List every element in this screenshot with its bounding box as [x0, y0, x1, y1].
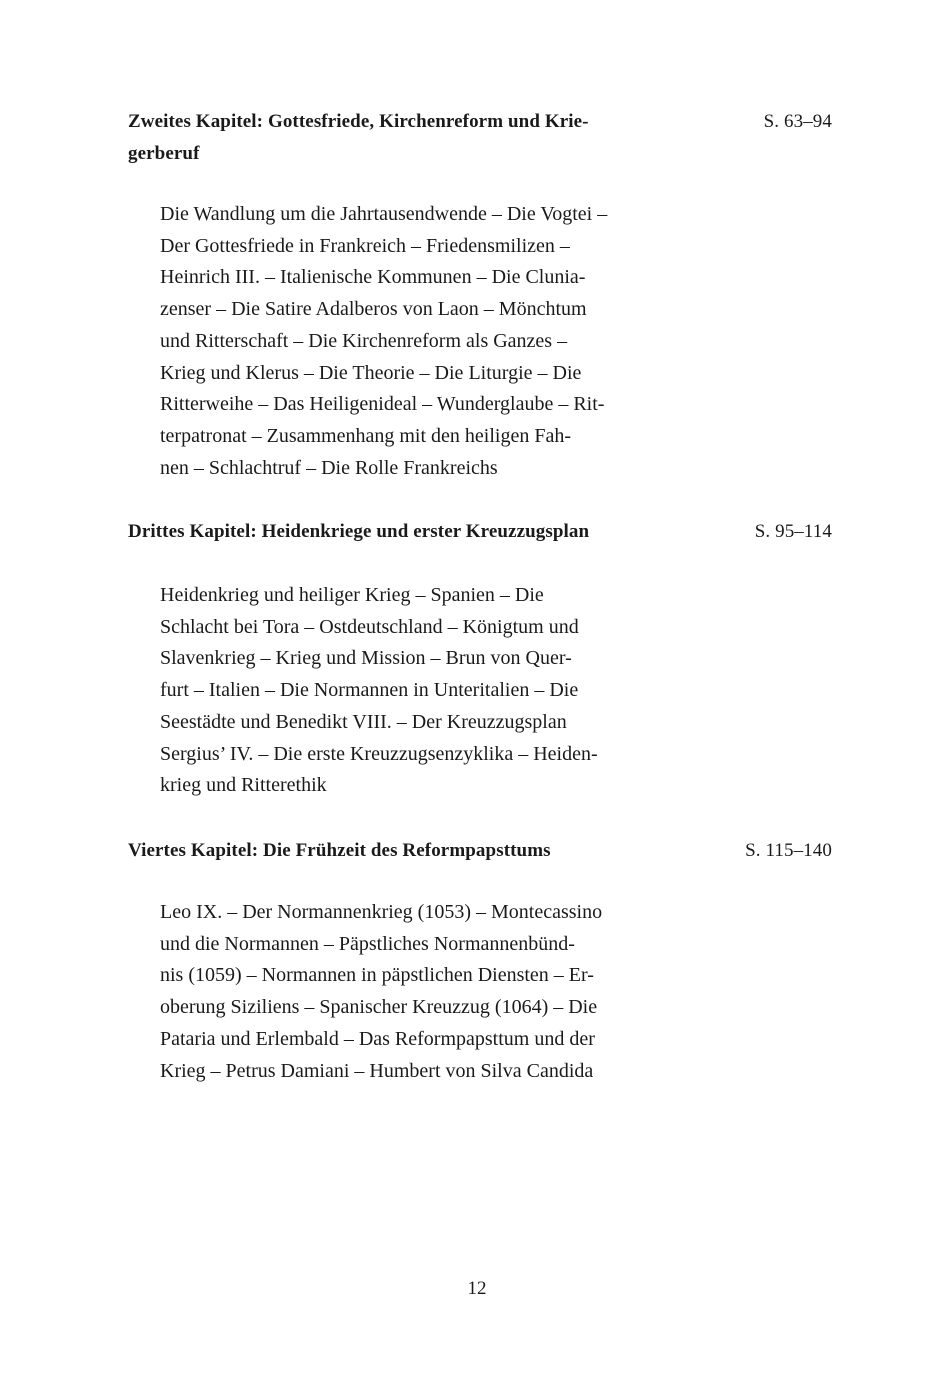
chapter-title-line: gerberuf: [128, 143, 200, 164]
summary-line: Ritterweihe – Das Heiligenideal – Wunderglaube – Rit-: [160, 393, 605, 416]
page-number: 12: [467, 1278, 487, 1299]
chapter-summary-3: [160, 580, 670, 802]
summary-line: Krieg und Klerus – Die Theorie – Die Liturgie – Die: [160, 361, 582, 384]
summary-line: krieg und Ritterethik: [160, 774, 327, 797]
chapter-heading-2: [128, 106, 832, 170]
summary-line: Seestädte und Benedikt VIII. – Der Kreuzzugsplan: [160, 710, 567, 733]
summary-line: terpatronat – Zusammenhang mit den heiligen Fah-: [160, 424, 571, 447]
summary-line: Krieg – Petrus Damiani – Humbert von Silva Candida: [160, 1059, 594, 1082]
summary-line: Pataria und Erlembald – Das Reformpapsttum und der: [160, 1027, 595, 1050]
chapter-title: [128, 106, 688, 170]
summary-line: Heinrich III. – Italienische Kommunen – Die Clunia-: [160, 266, 586, 289]
summary-line: Slavenkrieg – Krieg und Mission – Brun von Quer-: [160, 647, 572, 670]
chapter-title-line: Viertes Kapitel: Die Frühzeit des Reformpapsttums: [128, 840, 551, 861]
chapter-summary-4: [160, 897, 670, 1087]
page-range: S. 95–114: [754, 521, 832, 542]
chapter-heading-4: [128, 835, 832, 867]
summary-line: furt – Italien – Die Normannen in Unteritalien – Die: [160, 679, 579, 702]
summary-line: zenser – Die Satire Adalberos von Laon – Mönchtum: [160, 298, 587, 321]
summary-line: nen – Schlachtruf – Die Rolle Frankreichs: [160, 456, 498, 479]
chapter-summary-2: [160, 199, 670, 484]
summary-line: Der Gottesfriede in Frankreich – Friedensmilizen –: [160, 234, 570, 257]
page-range: S. 63–94: [763, 111, 832, 132]
summary-line: und Ritterschaft – Die Kirchenreform als Ganzes –: [160, 329, 568, 352]
chapter-title: [128, 835, 688, 867]
summary-line: Die Wandlung um die Jahrtausendwende – Die Vogtei –: [160, 203, 608, 225]
summary-line: oberung Siziliens – Spanischer Kreuzzug (1064) – Die: [160, 996, 598, 1019]
summary-line: und die Normannen – Päpstliches Normannenbünd-: [160, 932, 575, 955]
chapter-title-line: Drittes Kapitel: Heidenkriege und erster Kreuzzugsplan: [128, 521, 590, 542]
summary-line: Sergius’ IV. – Die erste Kreuzzugsenzyklika – Heiden-: [160, 742, 598, 765]
summary-line: Leo IX. – Der Normannenkrieg (1053) – Montecassino: [160, 901, 603, 923]
chapter-title-line: Zweites Kapitel: Gottesfriede, Kirchenreform und Krie-: [128, 111, 589, 132]
summary-line: nis (1059) – Normannen in päpstlichen Diensten – Er-: [160, 964, 594, 987]
summary-line: Heidenkrieg und heiliger Krieg – Spanien – Die: [160, 584, 544, 606]
chapter-title: [128, 516, 688, 548]
chapter-heading-3: [128, 516, 832, 548]
page-range: S. 115–140: [745, 840, 832, 861]
summary-line: Schlacht bei Tora – Ostdeutschland – Königtum und: [160, 615, 579, 638]
